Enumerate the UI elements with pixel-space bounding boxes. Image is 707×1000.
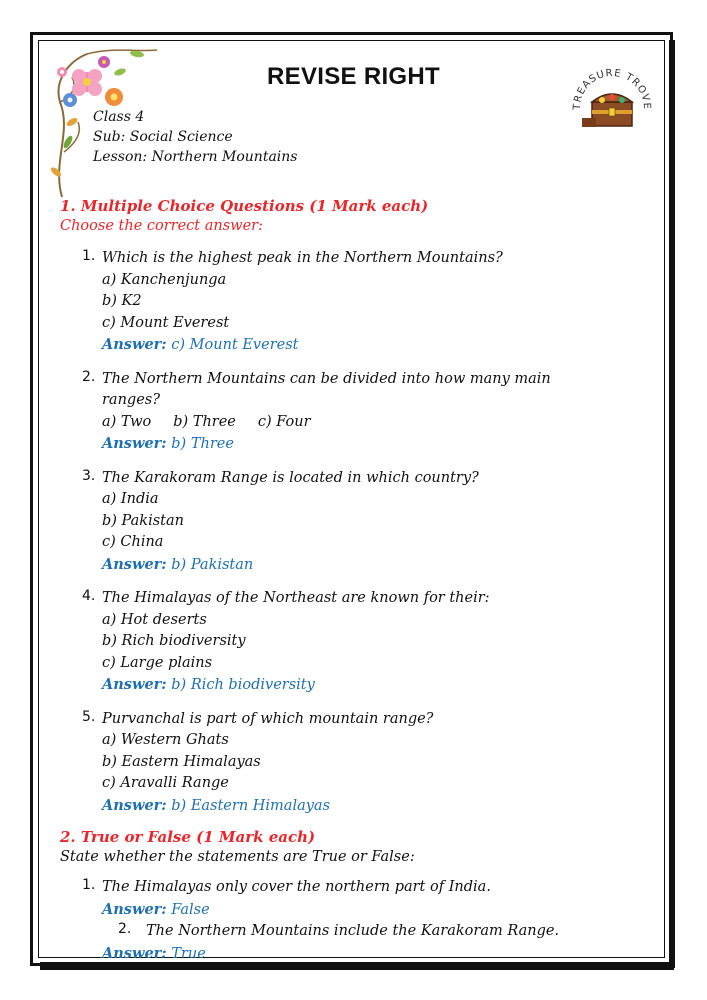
question-text: The Northern Mountains include the Karakoram Range.	[146, 923, 560, 939]
mcq-instruction: Choose the correct answer:	[60, 218, 263, 234]
answer-label: Answer:	[102, 336, 167, 353]
tf-instruction: State whether the statements are True or False:	[60, 849, 415, 865]
question-text: The Karakoram Range is located in which country?	[102, 469, 479, 486]
question-text: The Northern Mountains can be divided into how many main	[102, 370, 551, 387]
tf-section-title: 2. True or False (1 Mark each)	[60, 828, 316, 846]
answer	[102, 554, 650, 577]
mcq-question-1	[60, 248, 650, 357]
mcq-question-5	[60, 709, 650, 818]
question-number: 2.	[82, 368, 96, 385]
answer-value: b) Three	[171, 436, 234, 452]
question-text: Which is the highest peak in the Northern Mountains?	[102, 250, 503, 266]
question-text: The Himalayas only cover the northern part of India.	[102, 879, 491, 895]
mcq-question-4	[60, 588, 650, 697]
option: c) Large plains	[102, 654, 213, 671]
answer-value: b) Pakistan	[171, 556, 254, 573]
question-number: 2.	[118, 921, 132, 937]
answer-value: c) Mount Everest	[171, 337, 299, 353]
answer	[60, 943, 650, 966]
class-line: Class 4	[93, 109, 145, 125]
subject-line: Sub: Social Science	[93, 129, 233, 145]
option: b) Three	[173, 413, 236, 430]
tf-question-2	[60, 921, 650, 943]
worksheet-content	[60, 196, 650, 965]
mcq-question-3	[60, 468, 650, 577]
answer-label: Answer:	[102, 796, 167, 814]
option: c) Four	[257, 413, 311, 430]
option: a) Hot deserts	[102, 611, 207, 628]
answer-label: Answer:	[102, 435, 167, 452]
option: c) China	[102, 534, 164, 550]
answer	[102, 334, 650, 357]
option: b) K2	[102, 293, 142, 309]
question-number: 4.	[82, 588, 96, 604]
question-text: The Himalayas of the Northeast are known for their:	[102, 590, 490, 606]
badge-text: TREASURE TROVE	[571, 67, 653, 111]
question-text-continued: ranges?	[102, 392, 160, 408]
answer	[102, 899, 650, 922]
question-number: 3.	[82, 467, 96, 484]
worksheet-meta	[93, 107, 297, 167]
page-title: REVISE RIGHT	[267, 63, 440, 90]
answer-value: False	[171, 901, 210, 918]
answer	[102, 433, 650, 456]
lesson-line: Lesson: Northern Mountains	[93, 149, 298, 165]
answer-value: True	[171, 945, 206, 962]
option: b) Pakistan	[102, 512, 184, 529]
option: b) Eastern Himalayas	[102, 753, 261, 770]
option: a) India	[102, 491, 159, 507]
answer-label: Answer:	[102, 555, 167, 573]
question-text: Purvanchal is part of which mountain range?	[102, 710, 434, 727]
mcq-section-title: 1. Multiple Choice Questions (1 Mark each)	[60, 197, 429, 215]
answer-label: Answer:	[102, 944, 167, 962]
question-number: 1.	[82, 877, 96, 893]
answer-value: b) Eastern Himalayas	[171, 797, 331, 814]
option: a) Kanchenjunga	[102, 271, 227, 288]
tf-question-1	[60, 877, 650, 921]
question-number: 1.	[82, 248, 96, 264]
option: c) Aravalli Range	[102, 775, 229, 791]
mcq-question-2	[60, 369, 650, 456]
option: c) Mount Everest	[102, 314, 230, 331]
option: a) Western Ghats	[102, 732, 229, 748]
answer-label: Answer:	[102, 676, 167, 693]
option: a) Two	[102, 413, 152, 430]
option: b) Rich biodiversity	[102, 633, 246, 649]
question-number: 5.	[82, 708, 96, 725]
answer	[102, 795, 650, 818]
answer	[102, 674, 650, 697]
answer-value: b) Rich biodiversity	[171, 677, 315, 693]
options-inline	[102, 412, 650, 434]
answer-label: Answer:	[102, 900, 167, 918]
